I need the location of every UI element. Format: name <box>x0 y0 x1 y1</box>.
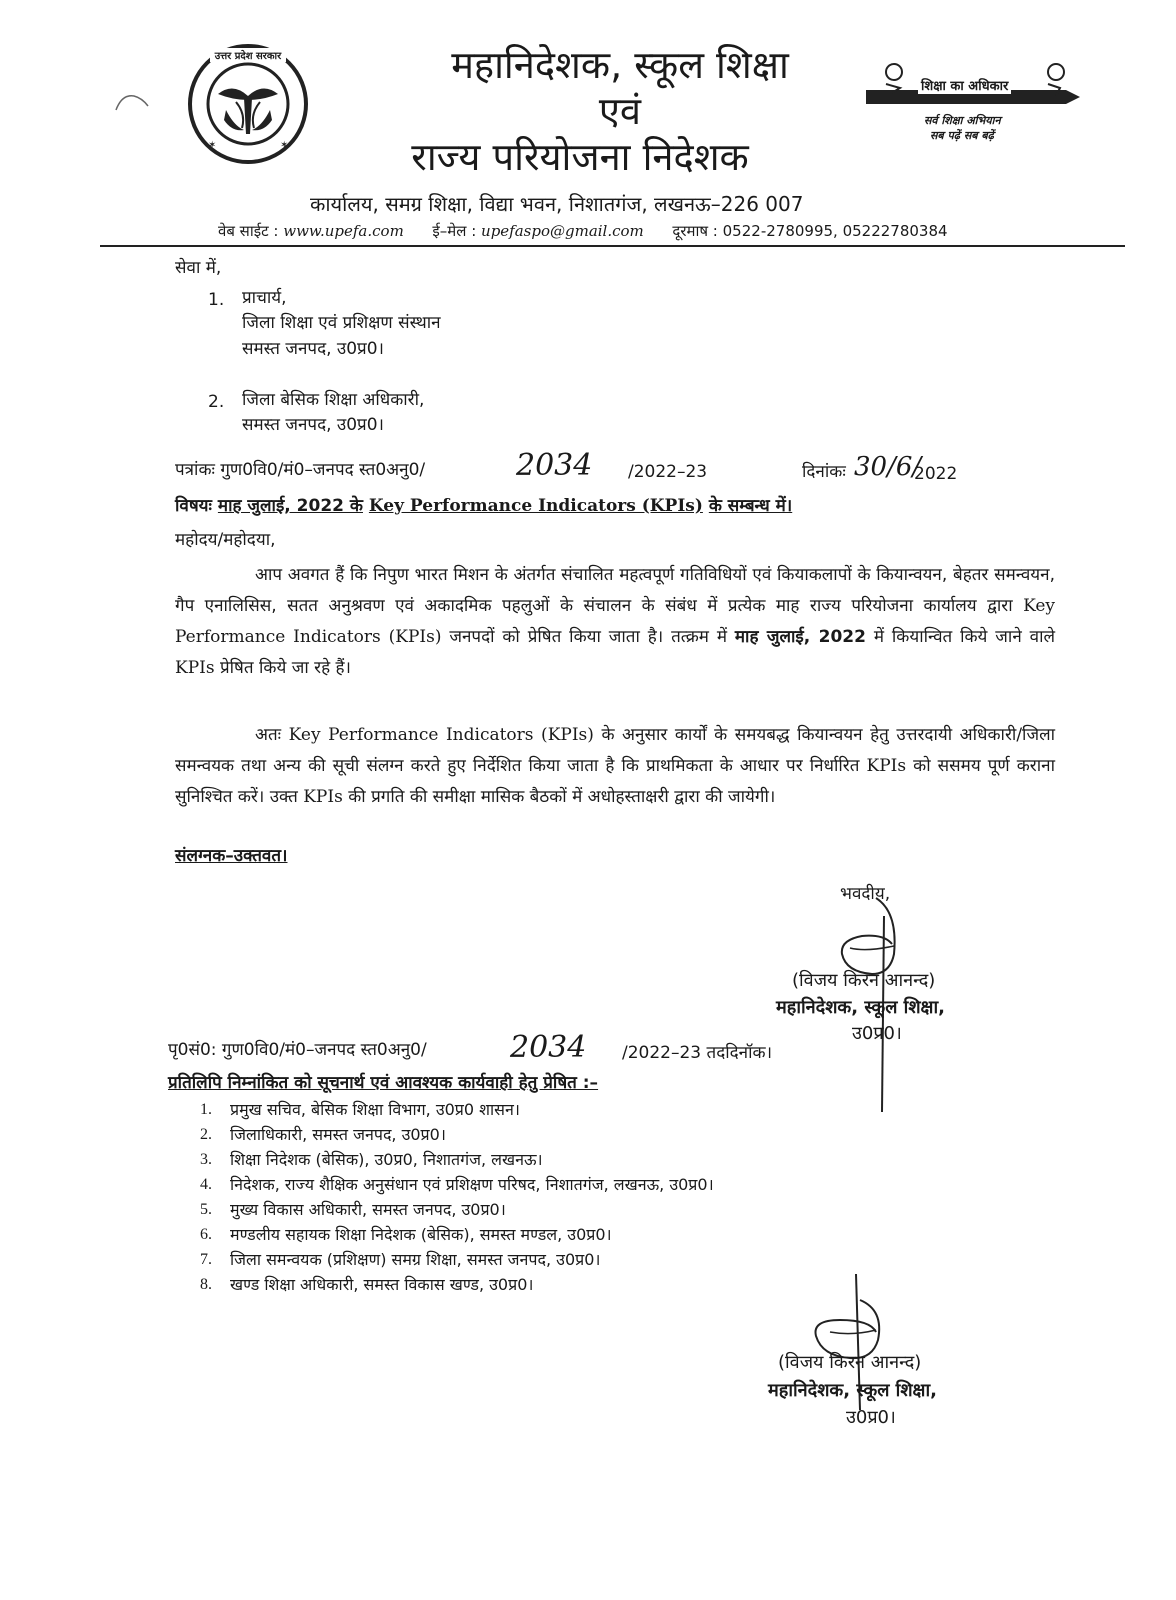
body-paragraph-2 <box>175 720 1055 813</box>
signatory-1-state: उ0प्र0। <box>852 1023 902 1044</box>
para2-b: के अनुसार कार्यों के समयबद्ध कियान्वयन हेतु उत्तरदायी अधिकारी/जिला समन्वयक तथा अन्य की सूची संलग्न करते हुए निर्देशित किया जाता है कि प्राथमिकता के आधार पर निर्धारित <box>175 725 1055 776</box>
list-item: 4. निदेशक, राज्य शैक्षिक अनुसंधान एवं प्रशिक्षण परिषद, निशातगंज, लखनऊ, उ0प्र0। <box>200 1175 714 1194</box>
salutation: महोदय/महोदया, <box>175 530 276 550</box>
copy-heading: प्रतिलिपि निम्नांकित को सूचनार्थ एवं आवश्यक कार्यवाही हेतु प्रेषित :– <box>168 1073 599 1093</box>
subject-label: विषयः <box>175 496 212 516</box>
para1-d: प्रेषित किये जा रहे हैं। <box>219 658 351 678</box>
letterhead-title-line2: एवं <box>598 89 642 133</box>
contact-line <box>218 221 948 241</box>
para2-kpis-2: KPIs <box>303 787 343 807</box>
signatory-1-designation: महानिदेशक, स्कूल शिक्षा, <box>776 997 945 1018</box>
para1-a: आप अवगत हैं कि निपुण भारत मिशन के अंतर्गत संचालित महत्वपूर्ण गतिविधियों एवं कियाकलापों के कियान्वयन, बेहतर समन्वयन, गैप एनालिसिस, सतत अनुश्रवण एवं अकादमिक पहलुओं के संचालन के संबंध में प्रत्येक माह राज्य परियोजना कार्यालय द्वारा <box>175 565 1055 616</box>
subject-text-en: Key Performance Indicators (KPIs) <box>368 496 703 516</box>
addressee-intro: सेवा में, <box>175 258 222 278</box>
para1-c: में कियान्वित किये जाने वाले <box>873 627 1056 647</box>
rte-line2: सब पढ़ें सब बढ़ें <box>930 129 994 142</box>
rte-banner-text: शिक्षा का अधिकार <box>918 76 1011 94</box>
signatory-2-state: उ0प्र0। <box>846 1407 896 1428</box>
emblem-text: उत्तर प्रदेश सरकार <box>210 48 286 62</box>
addressee-2-line1: जिला बेसिक शिक्षा अधिकारी, <box>242 390 425 410</box>
reference-label: पत्रांकः गुण0वि0/मं0–जनपद स्त0अनु0/ <box>175 460 426 480</box>
enclosure: संलग्नक–उक्तवत। <box>175 846 288 866</box>
para2-c: को ससमय पूर्ण कराना सुनिश्चित करें। उक्त <box>175 756 1056 807</box>
para1-kpis: KPIs <box>175 658 215 678</box>
svg-text:✶: ✶ <box>208 140 217 151</box>
rte-logo <box>860 58 1082 150</box>
reference-year: /2022–23 <box>628 462 708 482</box>
signatory-2-name: (विजय किरन आनन्द) <box>778 1352 922 1373</box>
letterhead-title-line3: राज्य परियोजना निदेशक <box>411 135 749 179</box>
para1-en: Key Performance Indicators (KPIs) <box>175 596 1055 647</box>
addressee-1-line1: प्राचार्य, <box>242 288 287 308</box>
copy-ref-suffix: /2022–23 तददिनॉक। <box>622 1043 773 1063</box>
addressee-1-num: 1. <box>208 290 225 310</box>
subject-line <box>175 496 792 516</box>
phone-label: दूरमाष : <box>672 222 718 240</box>
subject-text-hi2: के सम्बन्ध में। <box>708 496 793 516</box>
letterhead-title-line1: महानिदेशक, स्कूल शिक्षा <box>451 43 789 87</box>
list-item: 7. जिला समन्वयक (प्रशिक्षण) समग्र शिक्षा, समस्त जनपद, उ0प्र0। <box>200 1250 601 1269</box>
list-item: 6. मण्डलीय सहायक शिक्षा निदेशक (बेसिक), समस्त मण्डल, उ0प्र0। <box>200 1225 612 1244</box>
sign-off-closing: भवदीय, <box>840 884 891 904</box>
subject-text-hi1: माह जुलाई, 2022 के <box>217 496 363 516</box>
para1-b: जनपदों को प्रेषित किया जाता है। तत्क्रम में <box>449 627 727 647</box>
copy-ref-number: 2034 <box>510 1030 587 1065</box>
svg-text:✶: ✶ <box>280 140 289 151</box>
website-link[interactable]: www.upefa.com <box>283 222 404 240</box>
letterhead-rule <box>100 245 1125 247</box>
list-item: 5. मुख्य विकास अधिकारी, समस्त जनपद, उ0प्र0। <box>200 1200 506 1219</box>
addressee-2-line2: समस्त जनपद, उ0प्र0। <box>242 415 384 435</box>
addressee-1-line3: समस्त जनपद, उ0प्र0। <box>242 339 384 359</box>
phone-number: 0522-2780995, 05222780384 <box>722 222 948 240</box>
addressee-1-line2: जिला शिक्षा एवं प्रशिक्षण संस्थान <box>242 313 441 333</box>
reference-number: 2034 <box>516 448 593 483</box>
list-item: 3. शिक्षा निदेशक (बेसिक), उ0प्र0, निशातगंज, लखनऊ। <box>200 1150 543 1169</box>
email-label: ई–मेल : <box>432 222 477 240</box>
para2-d: की प्रगति की समीक्षा मासिक बैठकों में अधोहस्ताक्षरी द्वारा की जायेगी। <box>348 787 776 807</box>
list-item: 1. प्रमुख सचिव, बेसिक शिक्षा विभाग, उ0प्र0 शासन। <box>200 1100 520 1119</box>
para2-kpis-1: KPIs <box>866 756 907 776</box>
body-paragraph-1 <box>175 560 1055 684</box>
date-year: 2022 <box>914 464 958 484</box>
para1-bold: माह जुलाई, 2022 <box>734 627 866 647</box>
copy-list <box>200 1097 714 1297</box>
list-item: 2. जिलाधिकारी, समस्त जनपद, उ0प्र0। <box>200 1125 446 1144</box>
copy-ref-label: पृ0सं0: गुण0वि0/मं0–जनपद स्त0अनु0/ <box>168 1040 427 1060</box>
rte-line1: सर्व शिक्षा अभियान <box>924 114 1001 127</box>
date-handwritten: 30/6/ <box>854 452 922 482</box>
date-label: दिनांकः <box>802 462 846 482</box>
para2-a: अतः <box>255 725 282 745</box>
list-item: 8. खण्ड शिक्षा अधिकारी, समस्त विकास खण्ड, उ0प्र0। <box>200 1275 534 1294</box>
office-address: कार्यालय, समग्र शिक्षा, विद्या भवन, निशातगंज, लखनऊ–226 007 <box>310 192 804 216</box>
email-link[interactable]: upefaspo@gmail.com <box>481 222 644 240</box>
signatory-1-name: (विजय किरन आनन्द) <box>792 970 936 991</box>
para2-en: Key Performance Indicators (KPIs) <box>288 725 594 745</box>
website-label: वेब साईट : <box>218 222 279 240</box>
addressee-2-num: 2. <box>208 392 225 412</box>
scan-mark <box>112 86 152 116</box>
signatory-2-designation: महानिदेशक, स्कूल शिक्षा, <box>768 1380 937 1401</box>
